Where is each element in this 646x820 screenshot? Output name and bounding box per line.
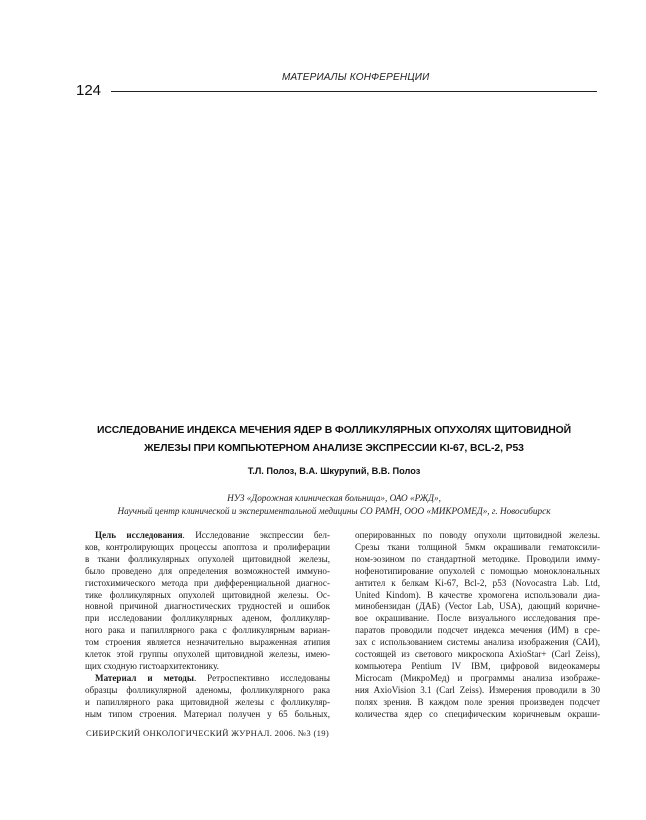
title-line-2: ЖЕЛЕЗЫ ПРИ КОМПЬЮТЕРНОМ АНАЛИЗЕ ЭКСПРЕССИИ KI-67, BCL-2, P53 [144, 443, 524, 454]
paragraph-line: и папиллярного рака щитовидной железы с фолликуляр- [85, 696, 330, 707]
paragraph-line: образцы фолликулярной аденомы, фолликулярного рака [85, 684, 330, 695]
paragraph-line: паратов проводили подсчет индекса мечения (ИМ) в сре- [355, 625, 600, 636]
article-title [70, 422, 598, 458]
paragraph-line: ном-эозином по стандартной методике. Проводили имму- [355, 553, 600, 564]
paragraph-line: было проведено для определения возможностей иммуно- [85, 565, 330, 576]
paragraph-line: антител к белкам Ki-67, Bcl-2, p53 (Novocastra Lab. Ltd, [355, 577, 600, 588]
paragraph-line: ния AxioVision 3.1 (Carl Zeiss). Измерения проводили в 30 [355, 684, 600, 695]
paragraph-line: зах с использованием системы анализа изображения (САИ), [355, 637, 600, 648]
title-line-1: ИССЛЕДОВАНИЕ ИНДЕКСА МЕЧЕНИЯ ЯДЕР В ФОЛЛИКУЛЯРНЫХ ОПУХОЛЯХ ЩИТОВИДНОЙ [97, 425, 571, 436]
paragraph-line: клеток этой группы опухолей щитовидной железы, имею- [85, 649, 330, 660]
paragraph-line: ного рака и папиллярного рака с фолликулярным вариан- [85, 625, 330, 636]
paragraph-line: при исследовании фолликулярных аденом, фолликуляр- [85, 613, 330, 624]
paragraph-line: вое окрашивание. После визуального исследования пре- [355, 613, 600, 624]
paragraph-line [85, 673, 330, 685]
paragraph-line: компьютера Pentium IV IBM, цифровой видеокамеры [355, 660, 600, 671]
methods-label: Материал и методы [95, 672, 195, 683]
paragraph-line: состоящей из светового микроскопа AxioStar+ (Carl Zeiss), [355, 649, 600, 660]
paragraph-line [85, 530, 330, 542]
paragraph-line: ным типом строения. Материал получен у 65 больных, [85, 708, 330, 719]
paragraph-line: том строения является незначительно выраженная атипия [85, 637, 330, 648]
paragraph-line: количества ядер со специфическим коричневым окраши- [355, 708, 600, 719]
right-column [355, 530, 600, 721]
paragraph-line: нофенотипирование опухолей с помощью моноклональных [355, 565, 600, 576]
paragraph-line: новной причиной диагностических трудностей и ошибок [85, 601, 330, 612]
journal-footer: СИБИРСКИЙ ОНКОЛОГИЧЕСКИЙ ЖУРНАЛ. 2006. №3 (19) [86, 728, 329, 738]
aim-text: . Исследование экспрессии бел- [182, 530, 330, 540]
paragraph-line: оперированных по поводу опухоли щитовидной железы. [355, 530, 600, 540]
left-column [85, 530, 330, 721]
paragraph-line: Срезы ткани толщиной 5мкм окрашивали гематоксили- [355, 541, 600, 552]
header-rule [111, 91, 597, 92]
affiliation-line-2: Научный центр клинической и экспериментальной медицины СО РАМН, ООО «МИКРОМЕД», г. Новосибирск [117, 506, 551, 516]
paragraph-line: минобензидан (ДАБ) (Vector Lab, USA), дающий коричне- [355, 601, 600, 612]
paragraph-line: United Kindom). В качестве хромогена использовали диа- [355, 589, 600, 600]
methods-text: . Ретроспективно исследованы [194, 672, 330, 683]
running-head: МАТЕРИАЛЫ КОНФЕРЕНЦИИ [282, 72, 430, 83]
paragraph-line: полях зрения. В каждом поле зрения произведен подсчет [355, 696, 600, 707]
paragraph-line: в ткани фолликулярных опухолей щитовидной железы, [85, 553, 330, 564]
paragraph-line: тике фолликулярных опухолей щитовидной железы. Ос- [85, 589, 330, 600]
paragraph-line: гистохимического метода при дифференциальной диагнос- [85, 577, 330, 588]
page-number: 124 [76, 82, 102, 99]
authors: Т.Л. Полоз, В.А. Шкурупий, В.В. Полоз [247, 466, 421, 476]
affiliation-line-1: НУЗ «Дорожная клиническая больница», ОАО «РЖД», [227, 493, 441, 503]
paragraph-line: ков, контролирующих процессы апоптоза и пролиферации [85, 541, 330, 552]
paragraph-line: Microcam (МикроМед) и программы анализа изображе- [355, 672, 600, 683]
paragraph-line: щих сходную гистоархитектонику. [85, 660, 219, 671]
affiliation [70, 492, 598, 518]
aim-label: Цель исследования [95, 530, 183, 540]
